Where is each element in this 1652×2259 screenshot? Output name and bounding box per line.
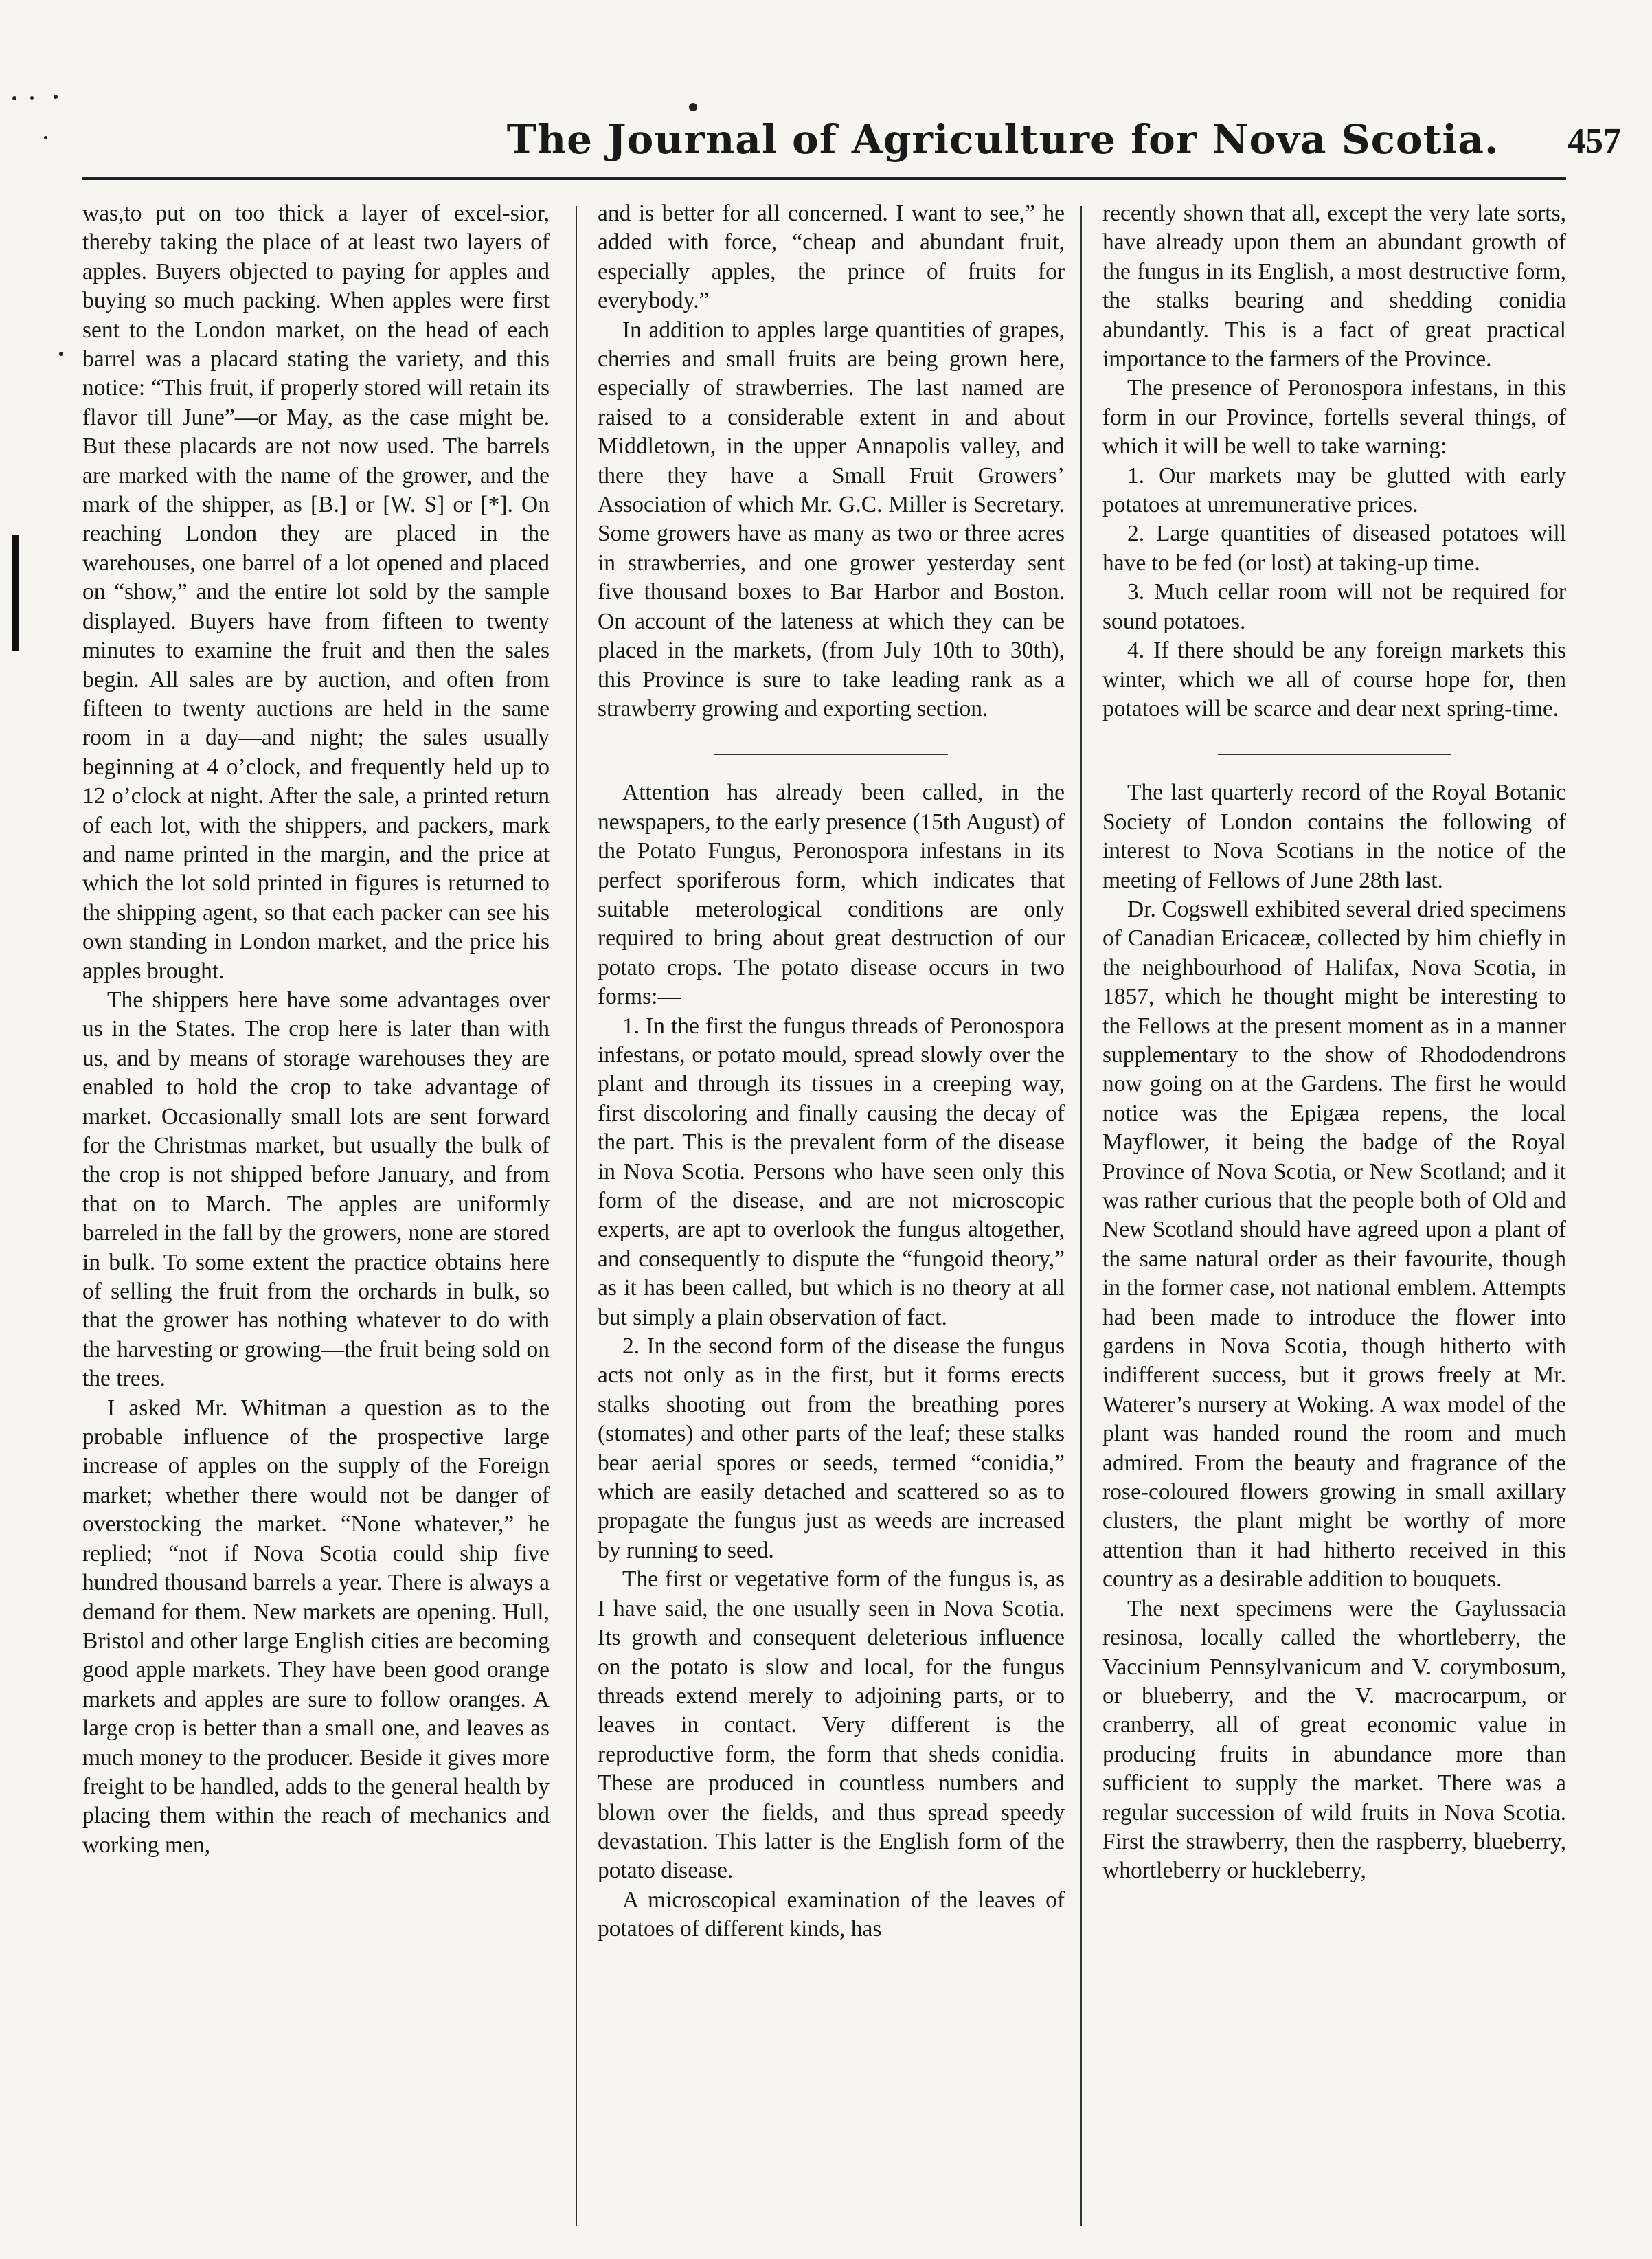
article-paragraph: The last quarterly record of the Royal Botanic Society of London contains the following of interest to Nova Scotians in the notice of the meeting of Fellows of June 28th last. [1102,780,1566,893]
article-paragraph: 2. In the second form of the disease the fungus acts not only as in the first, but it forms erects stalks shooting out from the breathing pores (stomates) and other parts of the leaf; these stalks bear aerial spores or seeds, termed “conidia,” which are easily detached and scattered so as to propagate the fungus just as weeds are increased by running to seed. [598,1334,1065,1563]
section-separator [1218,754,1451,755]
article-paragraph: recently shown that all, except the very late sorts, have already upon them an abundant growth of the fungus in its English, a most destructive form, the stalks bearing and shedding conidia abundantly. This is a fact of great practical importance to the farmers of the Province. [1102,201,1566,372]
article-paragraph: In addition to apples large quantities of grapes, cherries and small fruits are being grown here, especially of strawberries. The last named are raised to a considerable extent in and about Middletown, in the upper Annapolis valley, and there they have a Small Fruit Growers’ Association of which Mr. G.C. Miller is Secretary. Some growers have as many as two or three acres in strawberries, and one grower yesterday sent five thousand boxes to Bar Harbor and Boston. On account of the lateness at which they can be placed in the markets, (from July 10th to 30th), this Province is sure to take leading rank as a strawberry growing and exporting section. [598,317,1065,721]
article-paragraph: 4. If there should be any foreign markets this winter, which we all of course hope for, then potatoes will be scarce and dear next spring-time. [1102,638,1566,721]
article-paragraph: Attention has already been called, in the newspapers, to the early presence (15th August) of the Potato Fungus, Peronospora infestans in its perfect sporiferous form, which indicates that suitable meterological conditions are only required to bring about great destruction of our potato crops. The potato disease occurs in two forms:— [598,780,1065,1010]
page-number: 457 [1568,122,1621,161]
column-3 [1102,199,1566,2233]
section-separator [714,754,948,755]
column-1 [82,199,550,2233]
article-paragraph: I asked Mr. Whitman a question as to the probable influence of the prospective large increase of apples on the supply of the Foreign market; whether there would not be danger of overstocking the market. “None whatever,” he replied; “not if Nova Scotia could ship five hundred thousand barrels a year. There is always a demand for them. New markets are opening. Hull, Bristol and other large English cities are becoming good apple markets. They have been good orange markets and apples are sure to follow oranges. A large crop is better than a small one, and leaves as much money to the producer. Beside it gives more freight to be handled, adds to the general health by placing them within the reach of mechanics and working men, [82,1395,550,1858]
column-2 [598,199,1065,2233]
margin-ink-bar [12,535,19,651]
header-rule [82,177,1566,180]
ink-speck [54,95,58,99]
article-paragraph: 2. Large quantities of diseased potatoes will have to be fed (or lost) at taking-up time. [1102,521,1566,576]
article-paragraph: Dr. Cogswell exhibited several dried specimens of Canadian Ericaceæ, collected by him chiefly in the neighbourhood of Halifax, Nova Scotia, in 1857, which he thought might be interesting to the Fellows at the present moment as in a manner supplementary to the show of Rhododendrons now going on at the Gardens. The first he would notice was the Epigæa repens, the local Mayflower, it being the badge of the Royal Province of Nova Scotia, or New Scotland; and it was rather curious that the people both of Old and New Scotland should have agreed upon a plant of the same natural order as their favourite, though in the former case, not national emblem. Attempts had been made to introduce the flower into gardens in Nova Scotia, though hitherto with indifferent success, but it grows freely at Mr. Waterer’s nursery at Woking. A wax model of the plant was handed round the room and much admired. From the beauty and fragrance of the rose-coloured flowers growing in small axillary clusters, the plant might be worthy of more attention than it had hitherto received in this country as a desirable addition to bouquets. [1102,896,1566,1593]
column-divider [1080,206,1082,2226]
article-paragraph: The shippers here have some advantages over us in the States. The crop here is later than with us, and by means of storage warehouses they are enabled to hold the crop to take advantage of market. Occasionally small lots are sent forward for the Christmas market, but usually the bulk of the crop is not shipped before January, and from that on to March. The apples are uniformly barreled in the fall by the growers, none are stored in bulk. To some extent the practice obtains here of selling the fruit from the orchards in bulk, so that the grower has nothing whatever to do with the harvesting or growing—the fruit being sold on the trees. [82,987,550,1392]
ink-speck [44,136,47,139]
margin-specks [0,0,82,2259]
article-paragraph: The first or vegetative form of the fungus is, as I have said, the one usually seen in Nova Scotia. Its growth and consequent deleterious influence on the potato is slow and local, for the fungus threads extend merely to adjoining parts, or to leaves in contact. Very different is the reproductive form, the form that sheds conidia. These are produced in countless numbers and blown over the fields, and thus spread speedy devastation. This latter is the English form of the potato disease. [598,1566,1065,1884]
article-paragraph: A microscopical examination of the leaves of potatoes of different kinds, has [598,1887,1065,1942]
ink-speck [12,96,16,100]
ink-speck [59,352,63,356]
running-head: The Journal of Agriculture for Nova Scotia. [506,116,1500,163]
column-divider [576,206,577,2226]
article-paragraph: was,to put on too thick a layer of excel-sior, thereby taking the place of at least two layers of apples. Buyers objected to paying for apples and buying so much packing. When apples were first sent to the London market, on the head of each barrel was a placard stating the variety, and this notice: “This fruit, if properly stored will retain its flavor till June”—or May, as the case might be. But these placards are not now used. The barrels are marked with the name of the grower, and the mark of the shipper, as [B.] or [W. S] or [*]. On reaching London they are placed in the warehouses, one barrel of a lot opened and placed on “show,” and the entire lot sold by the sample displayed. Buyers have from fifteen to twenty minutes to examine the fruit and then the sales begin. All sales are by auction, and often from fifteen to twenty auctions are held in the same room in a day—and night; the sales usually beginning at 4 o’clock, and frequently held up to 12 o’clock at night. After the sale, a printed return of each lot, with the shippers, and packers, mark and name printed in the margin, and the price at which the lot sold printed in figures is returned to the shipping agent, so that each packer can see his own standing in London market, and the price his apples brought. [82,201,550,984]
page-header [385,109,1621,170]
article-paragraph: 3. Much cellar room will not be required for sound potatoes. [1102,579,1566,634]
article-paragraph: 1. In the first the fungus threads of Peronospora infestans, or potato mould, spread slowly over the plant and through its tissues in a creeping way, first discoloring and finally causing the decay of the part. This is the prevalent form of the disease in Nova Scotia. Persons who have seen only this form of the disease, and are not microscopic experts, are apt to overlook the fungus altogether, and consequently to dispute the “fungoid theory,” as it has been called, but which is no theory at all but simply a plain observation of fact. [598,1013,1065,1330]
ink-speck [30,96,34,100]
article-paragraph: The presence of Peronospora infestans, in this form in our Province, fortells several things, of which it will be well to take warning: [1102,375,1566,460]
article-paragraph: The next specimens were the Gaylussacia resinosa, locally called the whortleberry, the Vaccinium Pennsylvanicum and V. corymbosum, or blueberry, and the V. macrocarpum, or cranberry, all of great economic value in producing fruits in abundance more than sufficient to supply the market. There was a regular succession of wild fruits in Nova Scotia. First the strawberry, then the raspberry, blueberry, whortleberry or huckleberry, [1102,1595,1566,1884]
article-paragraph: 1. Our markets may be glutted with early potatoes at unremunerative prices. [1102,462,1566,518]
article-paragraph: and is better for all concerned. I want to see,” he added with force, “cheap and abundant fruit, especially apples, the prince of fruits for everybody.” [598,201,1065,314]
